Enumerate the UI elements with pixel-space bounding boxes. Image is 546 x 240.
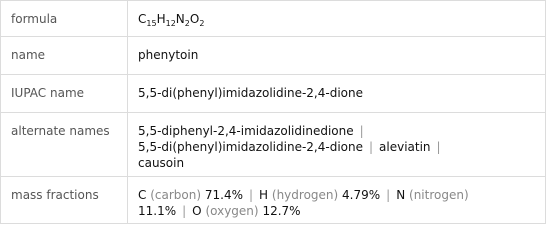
value-name: phenytoin — [128, 37, 546, 75]
value-formula — [128, 1, 546, 37]
value-iupac-name: 5,5-di(phenyl)imidazolidine-2,4-dione — [128, 75, 546, 113]
label-alternate-names: alternate names — [1, 113, 128, 177]
alternate-name: aleviatin — [379, 140, 431, 154]
element-fraction: 71.4% — [204, 188, 243, 202]
element-name: (oxygen) — [205, 204, 259, 218]
element-fraction: 12.7% — [262, 204, 301, 218]
row-mass-fractions — [1, 177, 546, 224]
row-alternate-names — [1, 113, 546, 177]
alternate-name: causoin — [138, 156, 185, 170]
element-symbol: C — [138, 188, 147, 202]
separator: | — [182, 204, 187, 218]
element-name: (nitrogen) — [409, 188, 469, 202]
separator: | — [436, 140, 441, 154]
alternate-name: 5,5-diphenyl-2,4-imidazolidinedione — [138, 124, 354, 138]
formula-element: C — [138, 12, 147, 26]
element-fraction: 4.79% — [342, 188, 381, 202]
element-symbol: O — [192, 204, 202, 218]
formula-subscript: 15 — [146, 19, 157, 28]
element-fraction: 11.1% — [138, 204, 177, 218]
element-symbol: H — [259, 188, 269, 202]
row-iupac-name — [1, 75, 546, 113]
formula-element: H — [156, 12, 166, 26]
value-alternate-names — [128, 113, 546, 177]
value-mass-fractions — [128, 177, 546, 224]
separator: | — [368, 140, 374, 154]
element-symbol: N — [396, 188, 406, 202]
alternate-name: 5,5-di(phenyl)imidazolidine-2,4-dione — [138, 140, 363, 154]
formula-element: O — [189, 12, 200, 26]
label-iupac-name: IUPAC name — [1, 75, 128, 113]
label-formula: formula — [1, 1, 128, 37]
label-name: name — [1, 37, 128, 75]
element-name: (hydrogen) — [271, 188, 339, 202]
separator: | — [386, 188, 391, 202]
formula-subscript: 2 — [199, 19, 205, 28]
row-formula — [1, 1, 546, 37]
element-name: (carbon) — [150, 188, 202, 202]
formula-subscript: 12 — [165, 19, 176, 28]
label-mass-fractions: mass fractions — [1, 177, 128, 224]
separator: | — [359, 124, 364, 138]
separator: | — [248, 188, 254, 202]
formula-element: N — [175, 12, 185, 26]
formula-subscript: 2 — [184, 19, 190, 28]
row-name — [1, 37, 546, 75]
